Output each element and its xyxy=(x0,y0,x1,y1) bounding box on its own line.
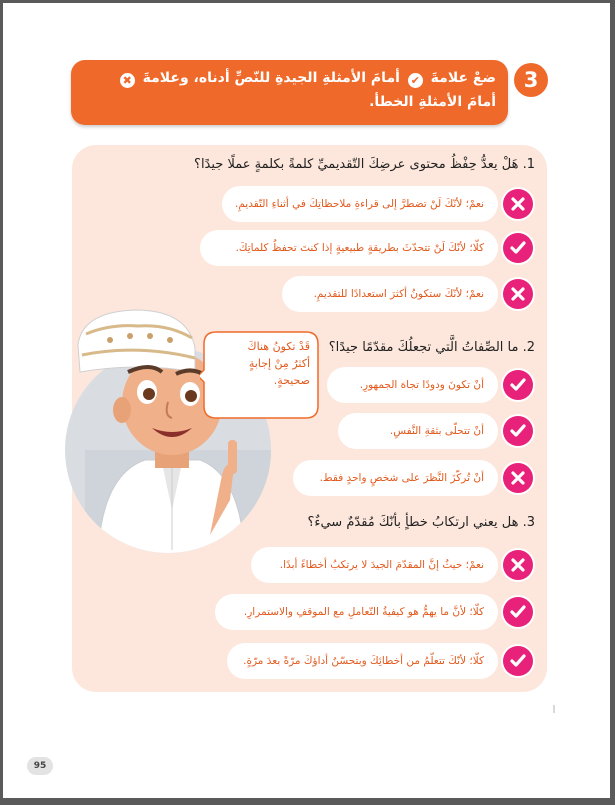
question-3: 3. هل يعني ارتكابُ خطأٍ بأنّكَ مُقدّمٌ سيءٌ؟ xyxy=(307,515,535,530)
question-2: 2. ما الصِّفاتُ الَّتي تجعلُكَ مقدّمًا جيدًا؟ xyxy=(328,340,535,355)
cross-circle-icon: ✖ xyxy=(120,73,135,88)
check-circle-icon[interactable] xyxy=(503,416,533,446)
bubble-line-3: صحيحةٍ. xyxy=(273,374,310,387)
q2-option-3[interactable]: أنْ تُركّزَ النَّظرَ على شخصٍ واحدٍ فقط. xyxy=(293,460,498,496)
cross-circle-icon[interactable] xyxy=(503,279,533,309)
q3-option-1[interactable]: نعمْ؛ حيثُ إنَّ المقدّمَ الجيدَ لا يرتكبُ أخطاءً أبدًا. xyxy=(251,547,498,583)
check-circle-icon[interactable] xyxy=(503,597,533,627)
cross-circle-icon[interactable] xyxy=(503,463,533,493)
check-circle-icon[interactable] xyxy=(503,233,533,263)
cross-circle-icon[interactable] xyxy=(503,189,533,219)
question-1: 1. هَلْ يعدُّ حِفْظُ محتوى عرضِكَ التّقديميِّ كلمةً بكلمةٍ عملًا جيدًا؟ xyxy=(194,157,535,172)
bubble-line-1: قَدْ تكونُ هناكَ xyxy=(247,340,310,353)
instruction-banner xyxy=(71,60,508,125)
q2-option-1[interactable]: أنْ تكونَ ودودًا تجاهَ الجمهورِ. xyxy=(327,367,498,403)
page-number: 95 xyxy=(27,757,53,775)
check-circle-icon[interactable] xyxy=(503,646,533,676)
q1-option-2[interactable]: كلّا؛ لأنّكَ لَنْ تتحدّثَ بطريقةٍ طبيعيةٍ إذا كنتَ تحفظُ كلماتِكَ. xyxy=(200,230,498,266)
cross-circle-icon[interactable] xyxy=(503,550,533,580)
bubble-line-2: أكثرُ مِنْ إجابةٍ xyxy=(248,357,310,370)
exercise-number: 3 xyxy=(514,63,548,97)
instruction-part-3: أمامَ الأمثلةِ الخطأ. xyxy=(369,94,496,110)
margin-mark xyxy=(553,705,555,713)
check-circle-icon: ✔ xyxy=(408,73,423,88)
instruction-part-2: أمامَ الأمثلةِ الجيدةِ للنّصِّ أدناه، وعلامةَ xyxy=(142,70,400,86)
q1-option-1[interactable]: نعمْ؛ لأنّكَ لَنْ تضطرَّ إلى قراءةِ ملاحظاتِكَ في أثناءِ التّقديمِ. xyxy=(222,186,498,222)
q3-option-2[interactable]: كلّا؛ لأنَّ ما يهمُّ هو كيفيةُ التّعاملِ مع الموقفِ والاستمرارِ. xyxy=(215,594,498,630)
q1-option-3[interactable]: نعمْ؛ لأنّكَ ستكونُ أكثرَ استعدادًا للتقديمِ. xyxy=(282,276,498,312)
speech-bubble-text xyxy=(205,338,310,389)
q3-option-3[interactable]: كلّا؛ لأنّكَ تتعلّمُ من أخطائِكَ وبتحسّنُ أداؤكَ مرّةً بعدَ مرّةٍ. xyxy=(227,643,498,679)
instruction-part-1: ضعْ علامةَ xyxy=(430,70,496,86)
q2-option-2[interactable]: أنْ تتحلّى بثقةِ النَّفسِ. xyxy=(338,413,498,449)
check-circle-icon[interactable] xyxy=(503,370,533,400)
